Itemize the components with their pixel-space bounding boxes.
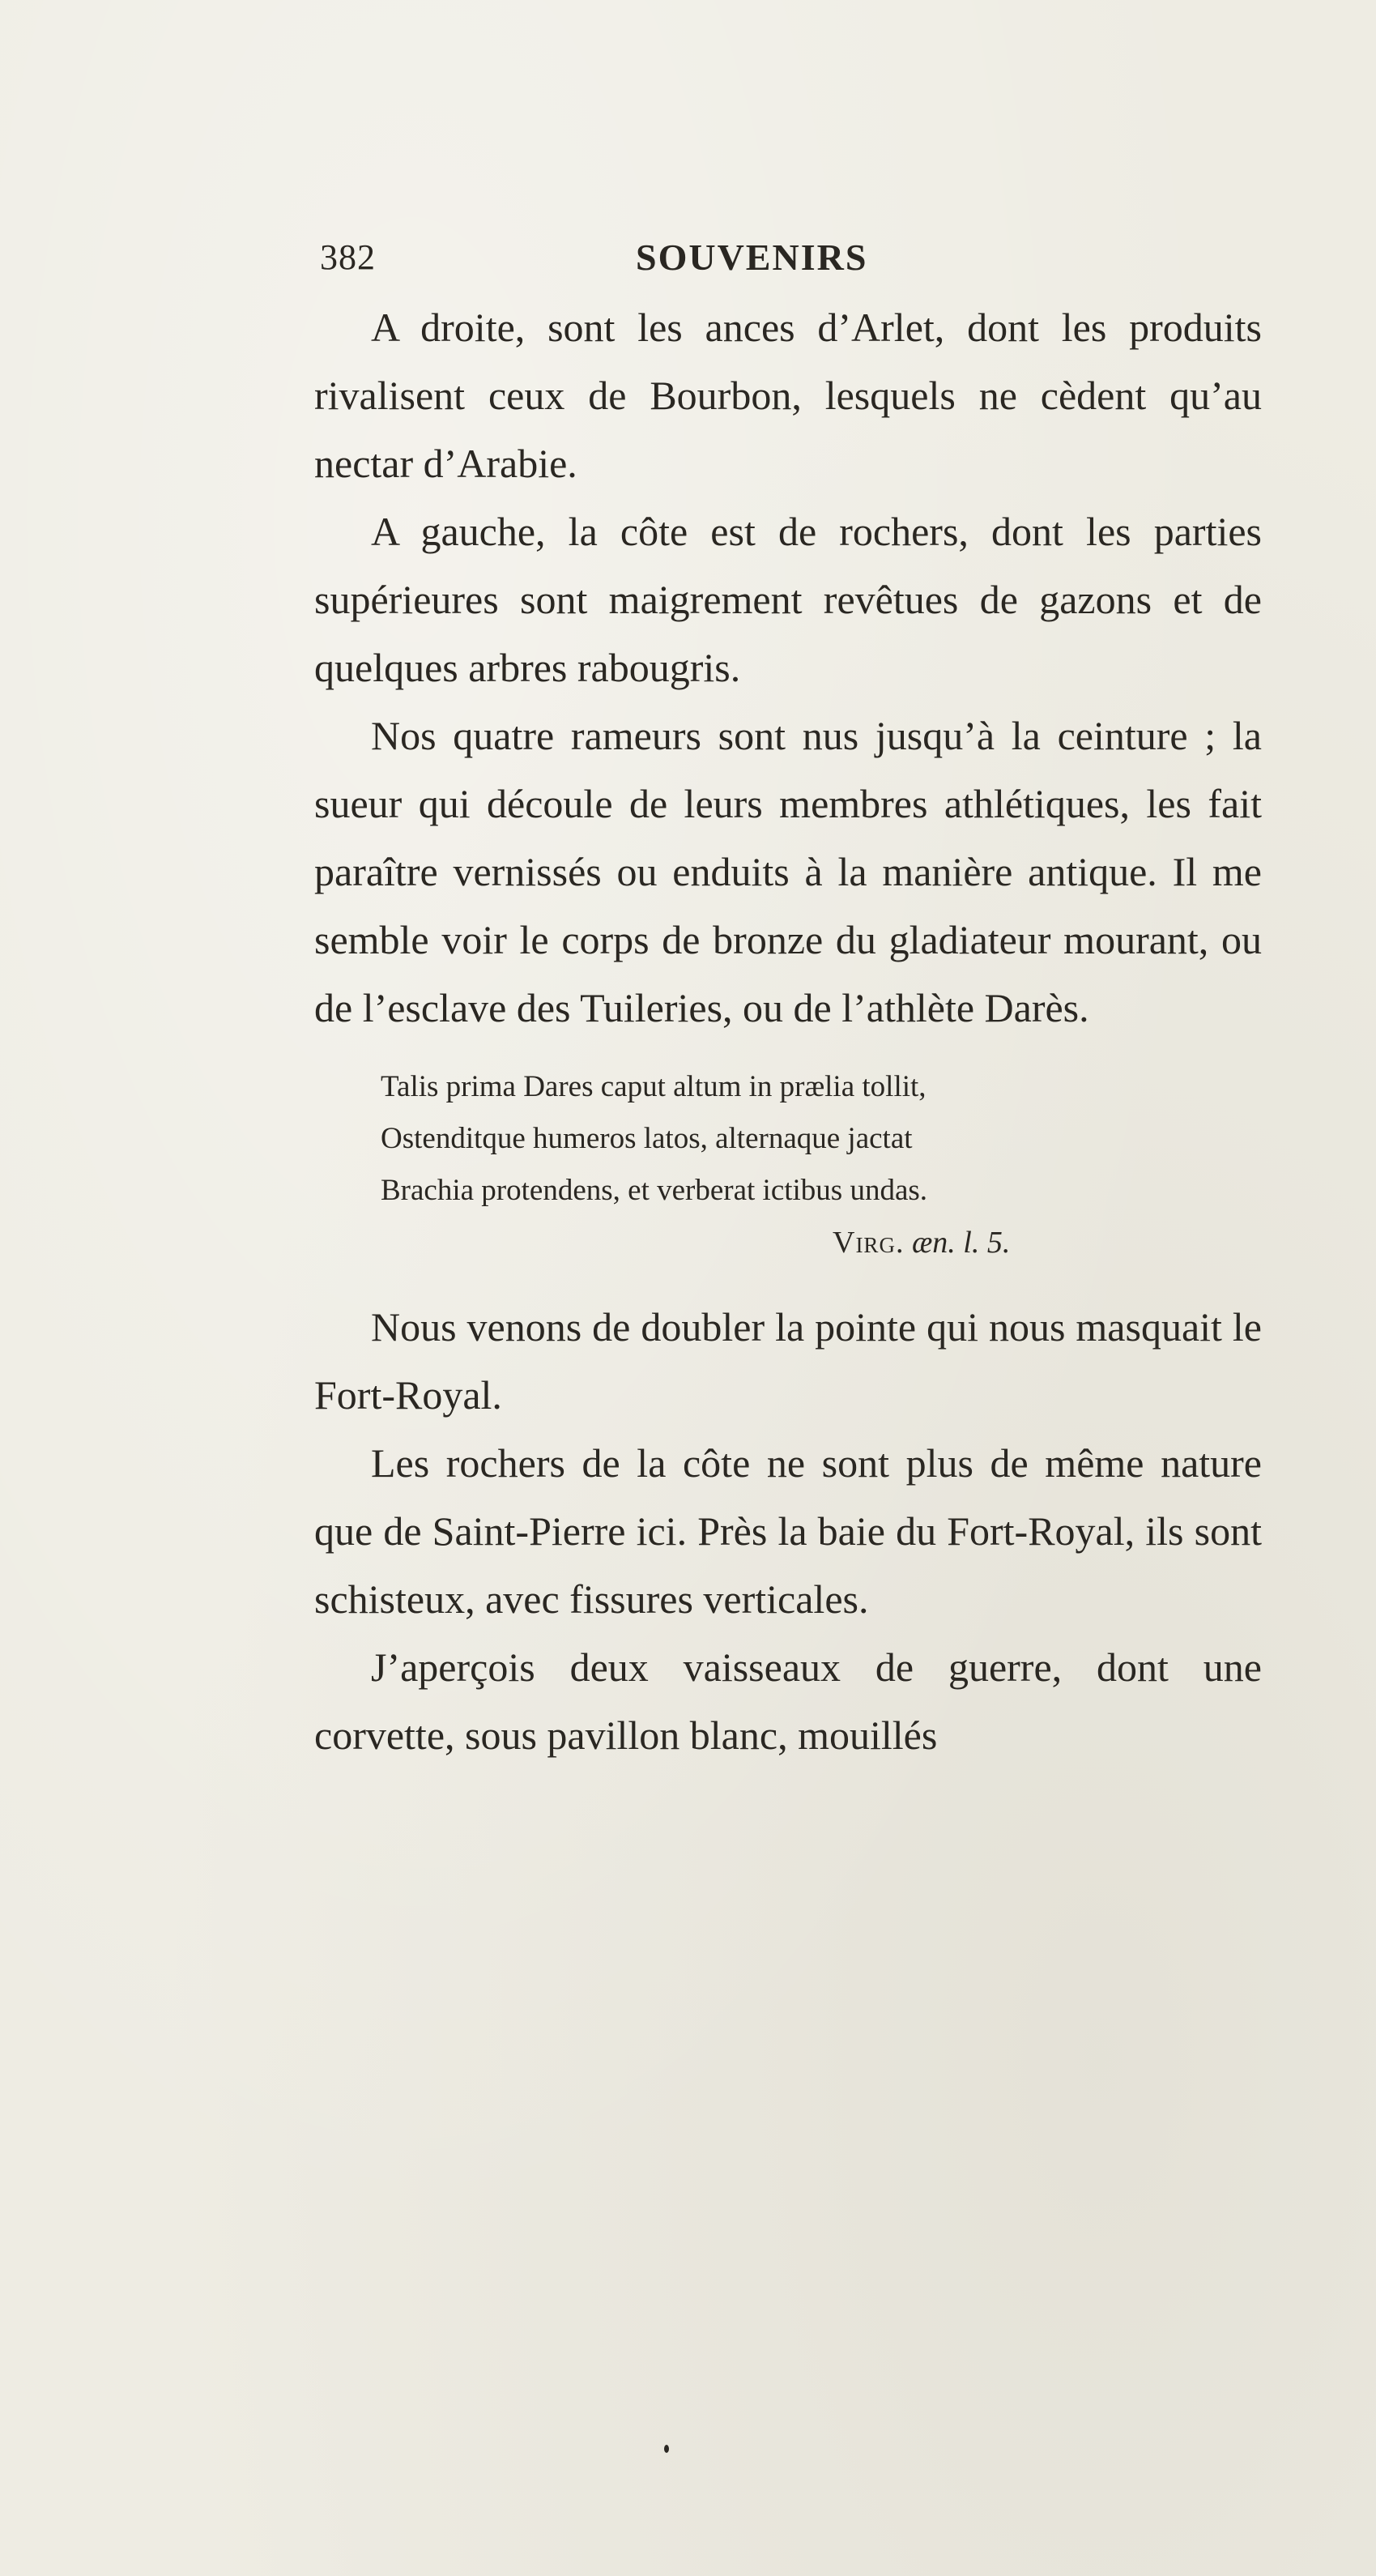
verse-line: Ostenditque humeros latos, alternaque jactat: [381, 1122, 913, 1155]
paragraph-schist-rocks: Les rochers de la côte ne sont plus de même nature que de Saint-Pierre ici. Près la baie du Fort-Royal, ils sont schisteux, avec fissures verticales.: [314, 1440, 1262, 1622]
paragraph-fort-royal-point: Nous venons de doubler la pointe qui nous masquait le Fort-Royal.: [314, 1304, 1262, 1418]
running-title: SOUVENIRS: [636, 237, 868, 278]
attribution-work: æn. l. 5.: [911, 1226, 1011, 1260]
body-text: [314, 293, 1262, 1769]
running-head: [320, 233, 1049, 282]
page-number: 382: [320, 237, 376, 277]
paragraph-anses-darlet: A droite, sont les ances d’Arlet, dont les produits rivalisent ceux de Bourbon, lesquels ne cèdent qu’au nectar d’Arabie.: [314, 305, 1262, 486]
verse-line: Talis prima Dares caput altum in prælia tollit,: [381, 1070, 927, 1103]
attribution-author: Virg.: [833, 1226, 905, 1260]
verse-attribution: [314, 1217, 1262, 1269]
ink-speck: [664, 2445, 669, 2453]
paragraph-warships: J’aperçois deux vaisseaux de guerre, dont une corvette, sous pavillon blanc, mouillés: [314, 1644, 1262, 1758]
paragraph-rowers: Nos quatre rameurs sont nus jusqu’à la ceinture ; la sueur qui découle de leurs membres athlétiques, les fait paraître vernissés ou enduits à la manière antique. Il me semble voir le corps de bronze du gladiateur mourant, ou de l’esclave des Tuileries, ou de l’athlète Darès.: [314, 713, 1262, 1030]
verse-line: Brachia protendens, et verberat ictibus undas.: [381, 1174, 928, 1207]
paragraph-left-coast: A gauche, la côte est de rochers, dont les parties supérieures sont maigrement revêtues de gazons et de quelques arbres rabougris.: [314, 509, 1262, 690]
verse-quotation: [381, 1061, 1262, 1217]
